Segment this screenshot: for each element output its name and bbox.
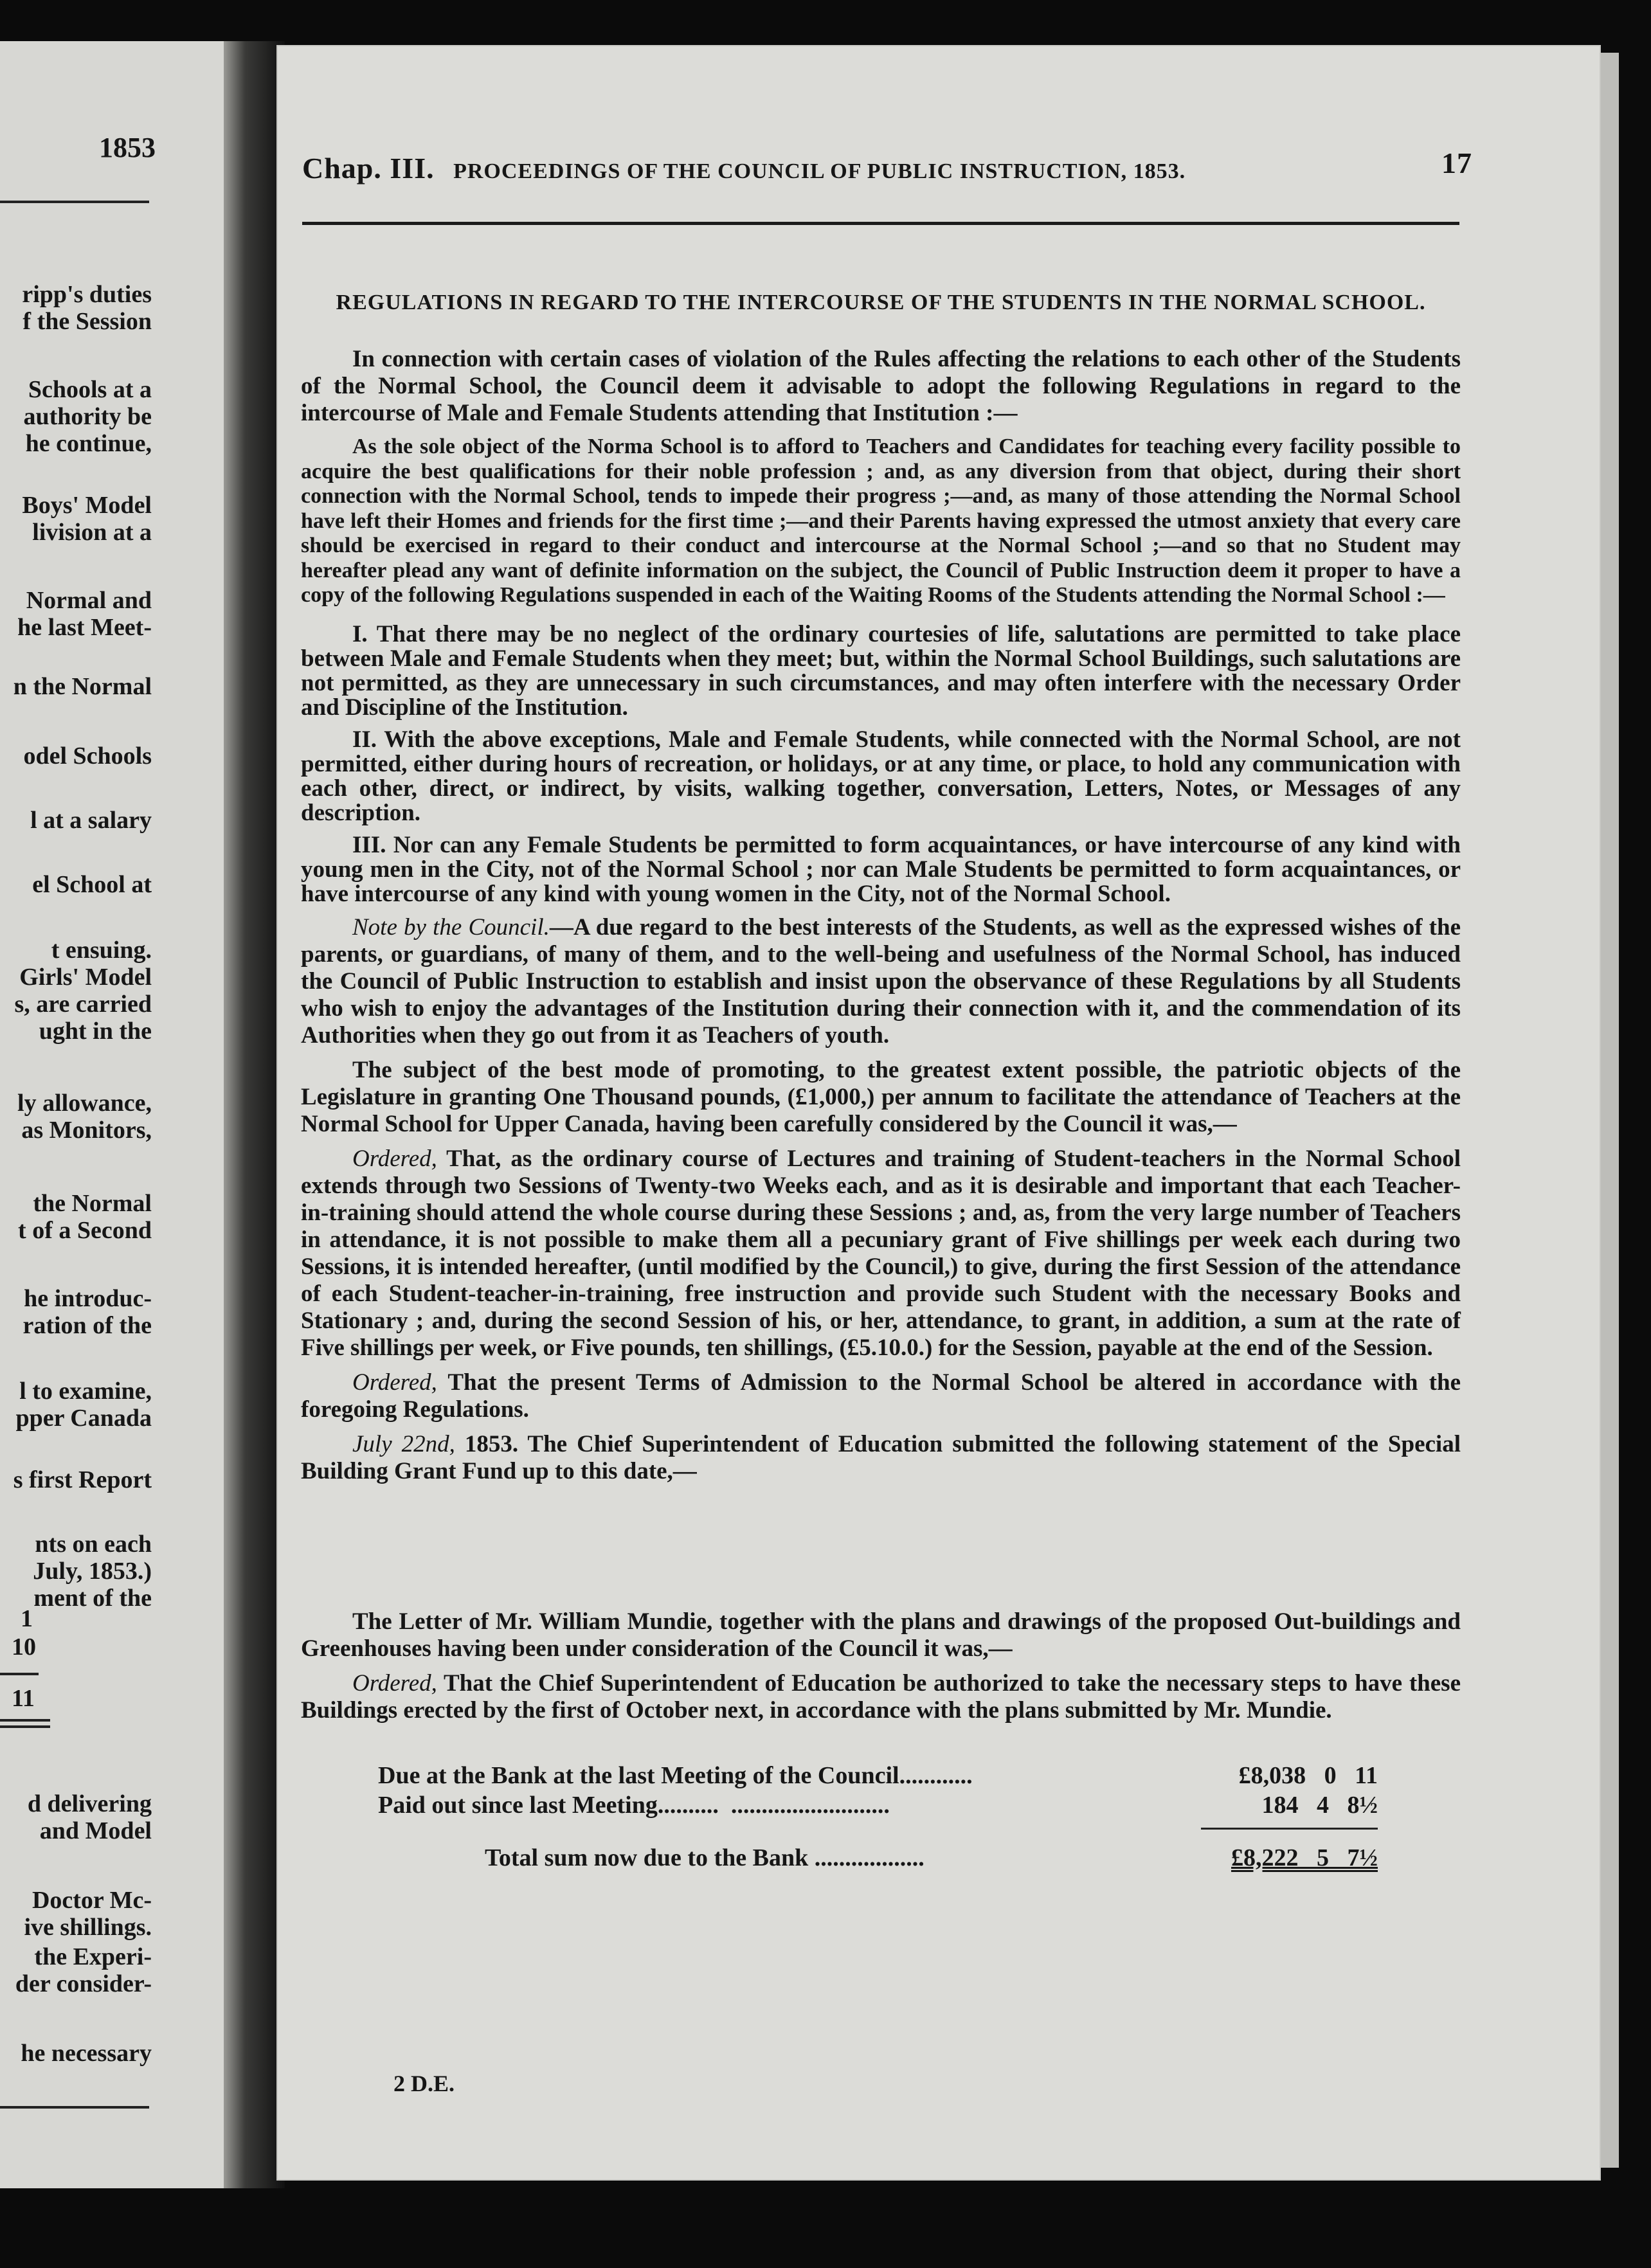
left-page-number-1: 1 (21, 1605, 33, 1632)
left-page-fragment-line: odel Schools (23, 742, 152, 770)
left-page-fragment-line: Normal and (26, 587, 152, 614)
left-page-fragment-line: Boys' Model (22, 492, 152, 519)
left-page-number-2: 10 (12, 1634, 36, 1661)
left-page-footer-rule (0, 2106, 149, 2109)
left-page-fragment-line: ripp's duties (22, 281, 152, 308)
statement-text: 1853. The Chief Superintendent of Education submitted the following statement of the Special Building Grant Fund up to this date,— (301, 1430, 1461, 1484)
left-page-fragment-line: f the Session (23, 308, 152, 335)
order-2 (301, 1369, 1461, 1423)
left-page-fragment-line: l at a salary (30, 807, 152, 834)
ledger-total-amount: £8,222 5 7½ (1231, 1844, 1378, 1871)
left-page-fragment-line: livision at a (32, 519, 152, 546)
regulation-1: I. That there may be no neglect of the ordinary courtesies of life, salutations are permitted to take place between Male and Female Students when they meet; but, within the Normal School Buildings, such salutations are not permitted, as they are unnecessary in such circumstances, and may often interfere with the necessary Order and Discipline of the Institution. (301, 620, 1461, 721)
paragraph-grant: The subject of the best mode of promoting, to the greatest extent possible, the patriotic objects of the Legislature in granting One Thousand pounds, (£1,000,) per annum to facilitate the attendance of Teachers at the Normal School for Upper Canada, having been carefully considered by the Council it was,— (301, 1056, 1461, 1137)
left-page-fragment-line: authority be (23, 403, 152, 430)
left-page-fragment-line: n the Normal (13, 673, 152, 700)
order-3-lead: Ordered, (352, 1670, 437, 1697)
left-page-fragment-line: ration of the (23, 1312, 152, 1339)
left-page-number-3: 11 (12, 1685, 35, 1712)
left-page-fragment-line: ught in the (39, 1018, 152, 1045)
left-page-fragment-line: ly allowance, (17, 1090, 152, 1117)
left-page-fragment-line: s first Report (13, 1466, 152, 1493)
ledger-spacer (301, 1493, 1461, 1608)
left-page-fragment-line: Girls' Model (19, 964, 152, 991)
left-page-double-rule-2 (0, 1725, 50, 1728)
regulation-2: II. With the above exceptions, Male and Female Students, while connected with the Normal School, are not permitted, either during hours of recreation, or holidays, or at any time, or place, to hold any communication with each other, direct, or indirect, by visits, walking together, conversation, Letters, Notes, or Messages of any description. (301, 726, 1461, 826)
left-page-fragment-line: pper Canada (15, 1405, 152, 1432)
left-page-fragment-line: t of a Second (18, 1217, 152, 1244)
paragraph-intro: In connection with certain cases of violation of the Rules affecting the relations to each other of the Students of the Normal School, the Council deem it advisable to adopt the following Regulations in regard to the intercourse of Male and Female Students attending that Institution :— (301, 346, 1461, 426)
statement-date: July 22nd, (352, 1430, 455, 1457)
order-3 (301, 1670, 1461, 1724)
left-page-fragment-line: nts on each (35, 1531, 152, 1558)
signature-mark: 2 D.E. (393, 2071, 455, 2096)
council-note-text: —A due regard to the best interests of the Students, as well as the expressed wishes of the parents, or guardians, of many of them, and to the well-being and usefulness of the Normal School, has induced the Council of Public Instruction to establish and insist upon the observance of these Regulations by all Students who wish to enjoy the advantages of the Institution during their connection with it, and the commendation of its Authorities when they go out from it as Teachers of youth. (301, 914, 1461, 1048)
header-rule (302, 222, 1459, 225)
left-page-sum-rule (0, 1673, 39, 1675)
left-page-fragment-line: ive shillings. (24, 1914, 152, 1941)
left-page-fragment-line: der consider- (15, 1970, 152, 1997)
page-number: 17 (1441, 147, 1472, 179)
left-page-fragment-line: July, 1853.) (33, 1558, 152, 1585)
header-title: PROCEEDINGS OF THE COUNCIL OF PUBLIC INSTRUCTION, 1853. (453, 159, 1186, 183)
left-page-fragment-line: as Monitors, (21, 1117, 152, 1144)
ledger-amount: £8,038 0 11 (1238, 1762, 1378, 1789)
ledger-row (378, 1791, 1378, 1821)
council-note-lead: Note by the Council. (352, 914, 550, 941)
left-page-fragment-line: t ensuing. (51, 937, 152, 964)
left-page-fragment-line: he last Meet- (17, 614, 152, 641)
book-gutter-shadow (224, 41, 285, 2188)
chapter-label: Chap. III. (302, 152, 435, 184)
left-page-fragment-line: el School at (32, 871, 152, 898)
building-fund-statement (378, 1761, 1378, 1873)
ledger-desc: Paid out since last Meeting.......... .......................... (378, 1792, 890, 1819)
left-page-fragment-line: Doctor Mc- (32, 1887, 152, 1914)
order-2-lead: Ordered, (352, 1369, 437, 1396)
body-text (301, 346, 1461, 1732)
council-note (301, 914, 1461, 1049)
left-page-fragment-line: he continue, (25, 430, 152, 457)
left-facing-page (0, 41, 224, 2188)
section-title: REGULATIONS IN REGARD TO THE INTERCOURSE OF THE STUDENTS IN THE NORMAL SCHOOL. (336, 291, 1426, 314)
ledger-row (378, 1761, 1378, 1791)
order-1-text: That, as the ordinary course of Lectures and training of Student-teachers in the Normal School extends through two Sessions of Twenty-two Weeks each, and as it is desirable and important that each Teacher-in-training should attend the whole course during these Sessions ; and, as, from the very large number of Teachers in attendance, it is not possible to make them all a pecuniary grant of Five shillings per week each during two Sessions, it is intended hereafter, (until modified by the Council,) to give, during the first Session of the attendance of each Student-teacher-in-training, free instruction and provide such Student with the necessary Books and Stationary ; and, during the second Session of his, or her, attendance, to grant, in addition, a sum at the rate of Five shillings per week, or Five pounds, ten shillings, (£5.10.0.) for the Session, payable at the end of the Session. (301, 1145, 1461, 1361)
left-page-fragment-line: he necessary (21, 2040, 152, 2067)
left-page-fragment-line: Schools at a (28, 376, 152, 403)
page-edge (1601, 53, 1619, 2168)
paragraph-preamble: As the sole object of the Norma School is to afford to Teachers and Candidates for teaching every facility possible to acquire the best qualifications for their noble profession ; and, as any diversion from that object, during their short connection with the Normal School, tends to impede their progress ;—and, as many of those attending the Normal School have left their Homes and friends for the first time ;—and their Parents having expressed the utmost anxiety that every care should be exercised in regard to their conduct and intercourse at the Normal School ;—and so that no Student may hereafter plead any want of definite information on the subject, the Council of Public Instruction deem it proper to have a copy of the following Regulations suspended in each of the Waiting Rooms of the Students attending the Normal School :— (301, 435, 1461, 607)
paragraph-statement (301, 1431, 1461, 1485)
ledger-total-desc: Total sum now due to the Bank .................. (485, 1844, 925, 1871)
order-2-text: That the present Terms of Admission to the Normal School be altered in accordance with the foregoing Regulations. (301, 1369, 1461, 1423)
left-page-fragment-line: the Normal (33, 1190, 152, 1217)
order-1 (301, 1146, 1461, 1362)
ledger-total-rule (1201, 1828, 1378, 1830)
ledger-total-row (378, 1844, 1378, 1873)
order-1-lead: Ordered, (352, 1145, 437, 1172)
left-page-fragment-line: ment of the (33, 1585, 152, 1612)
left-page-fragment-line: the Experi- (34, 1943, 152, 1970)
running-header (302, 147, 1472, 185)
left-page-fragment-line: and Model (39, 1817, 152, 1844)
left-page-double-rule-1 (0, 1719, 50, 1722)
ledger-amount: 184 4 8½ (1261, 1792, 1378, 1819)
left-page-year: 1853 (99, 132, 156, 163)
ledger-desc: Due at the Bank at the last Meeting of the Council............ (378, 1762, 973, 1789)
paragraph-mundie: The Letter of Mr. William Mundie, together with the plans and drawings of the proposed Out-buildings and Greenhouses having been under consideration of the Council it was,— (301, 1608, 1461, 1662)
regulation-3: III. Nor can any Female Students be permitted to form acquaintances, or have intercourse of any kind with young men in the City, not of the Normal School ; nor can Male Students be permitted to form acquaintances, or have intercourse of any kind with young women in the City, not of the Normal School. (301, 831, 1461, 907)
left-page-fragment-line: s, are carried (14, 991, 152, 1018)
left-page-fragment-line: he introduc- (24, 1285, 152, 1312)
left-page-fragment-line: l to examine, (19, 1378, 152, 1405)
order-3-text: That the Chief Superintendent of Education be authorized to take the necessary steps to have these Buildings erected by the first of October next, in accordance with the plans submitted by Mr. Mundie. (301, 1670, 1461, 1724)
left-page-fragment-line: d delivering (27, 1790, 152, 1817)
left-page-header-rule (0, 201, 149, 203)
